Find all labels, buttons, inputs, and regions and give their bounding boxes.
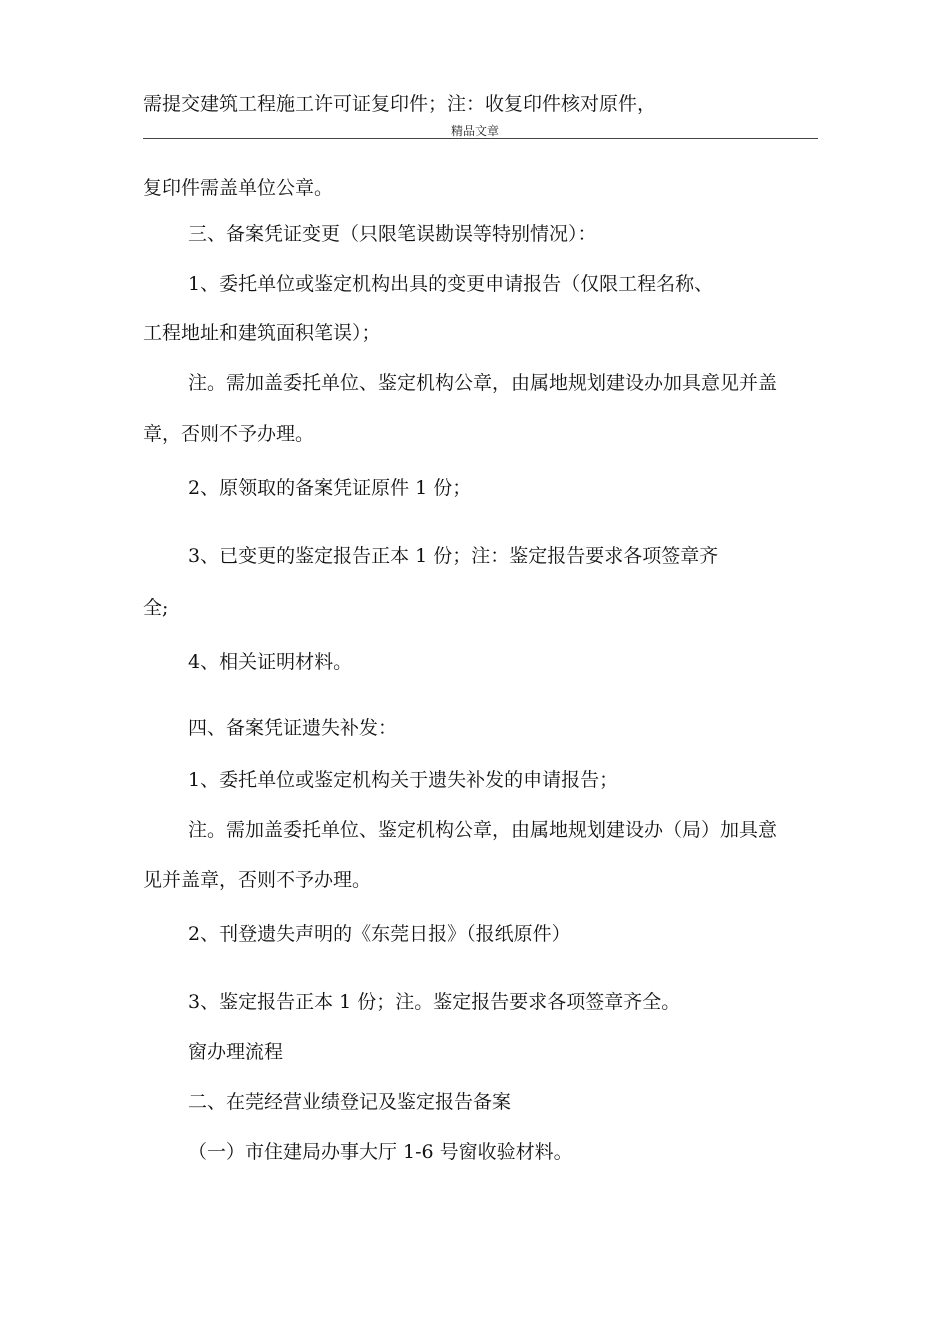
list-item: 2、原领取的备案凭证原件 1 份； xyxy=(188,477,472,499)
text-line: 见并盖章，否则不予办理。 xyxy=(143,869,372,891)
list-item: 2、刊登遗失声明的《东莞日报》（报纸原件） xyxy=(188,923,571,945)
list-item: 1、委托单位或鉴定机构出具的变更申请报告（仅限工程名称、 xyxy=(188,273,714,295)
list-item: 4、相关证明材料。 xyxy=(188,651,353,673)
text-line: 窗办理流程 xyxy=(188,1041,284,1063)
text-line: 复印件需盖单位公章。 xyxy=(143,177,334,199)
note-line: 注。需加盖委托单位、鉴定机构公章，由属地规划建设办加具意见并盖 xyxy=(188,372,778,394)
list-item: 1、委托单位或鉴定机构关于遗失补发的申请报告； xyxy=(188,769,619,791)
list-item: 3、已变更的鉴定报告正本 1 份；注：鉴定报告要求各项签章齐 xyxy=(188,545,719,567)
text-line: 全; xyxy=(143,597,169,619)
section-heading: 二、在莞经营业绩登记及鉴定报告备案 xyxy=(188,1091,512,1113)
top-text-line: 需提交建筑工程施工许可证复印件；注：收复印件核对原件， xyxy=(143,93,657,115)
text-line: 工程地址和建筑面积笔误）； xyxy=(143,322,381,344)
note-line: 注。需加盖委托单位、鉴定机构公章，由属地规划建设办（局）加具意 xyxy=(188,819,778,841)
section-heading: 四、备案凭证遗失补发： xyxy=(188,717,398,739)
running-header-title: 精品文章 xyxy=(450,124,499,138)
list-item: 3、鉴定报告正本 1 份；注。鉴定报告要求各项签章齐全。 xyxy=(188,991,681,1013)
section-heading: 三、备案凭证变更（只限笔误勘误等特别情况）： xyxy=(188,223,597,245)
text-line: 章，否则不予办理。 xyxy=(143,423,315,445)
subsection-heading: （一）市住建局办事大厅 1-6 号窗收验材料。 xyxy=(188,1141,573,1163)
header-divider xyxy=(143,138,818,139)
